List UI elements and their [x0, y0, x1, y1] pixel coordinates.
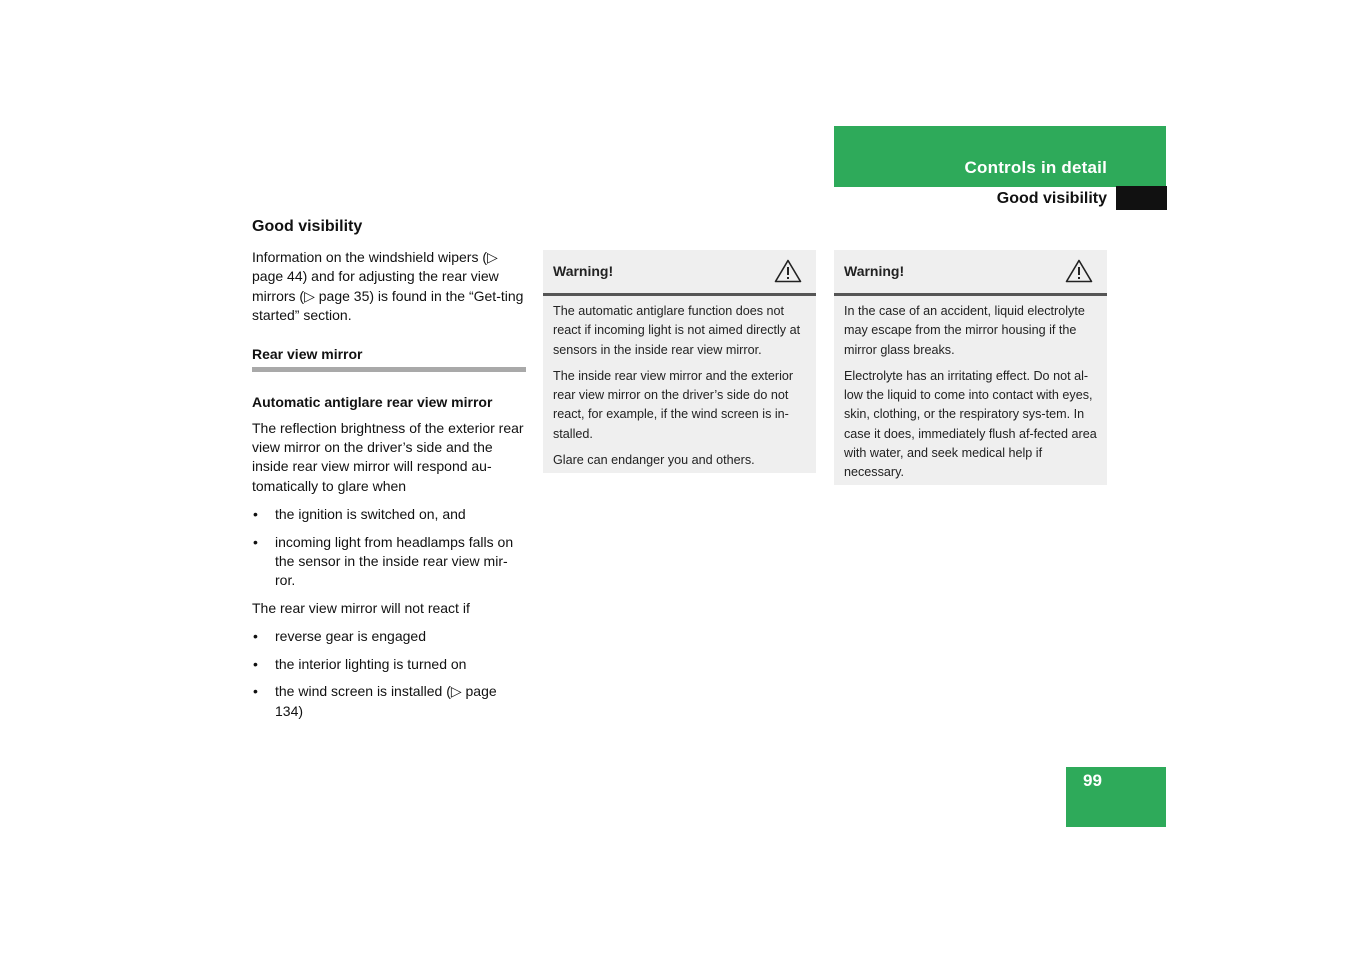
rear-view-mirror-heading: Rear view mirror [252, 345, 363, 362]
warning-paragraph: Electrolyte has an irritating effect. Do not al-low the liquid to come into contact with eyes, skin, clothing, or the respiratory sys-tem. In case it does, immediately flush af-fected area with water, and seek medical help if necessary. [844, 368, 1097, 480]
warning-paragraph: In the case of an accident, liquid electrolyte may escape from the mirror housing if the mirror glass breaks. [844, 304, 1085, 357]
warning-header [543, 250, 816, 296]
list-item: • the wind screen is installed (▷ page 134) [253, 683, 497, 719]
antiglare-heading: Automatic antiglare rear view mirror [252, 393, 493, 410]
warning-body [834, 296, 1107, 496]
warning-title: Warning! [553, 263, 614, 279]
warning-box-antiglare [543, 250, 816, 473]
chapter-title: Controls in detail [964, 158, 1107, 177]
warning-box-electrolyte [834, 250, 1107, 485]
bullet-icon: • [253, 506, 258, 523]
warning-triangle-icon [1065, 259, 1093, 283]
no-react-paragraph: The rear view mirror will not react if [252, 599, 470, 616]
warning-paragraph: The inside rear view mirror and the exterior rear view mirror on the driver’s side do not react, for example, if the wind screen is in-stalled. [553, 368, 794, 441]
section-title: Good visibility [996, 190, 1107, 207]
page-title: Good visibility [252, 218, 363, 235]
bullet-icon: • [253, 683, 258, 700]
warning-paragraph: The automatic antiglare function does not react if incoming light is not aimed directly at sensors in the inside rear view mirror. [553, 304, 801, 357]
bullet-icon: • [253, 628, 258, 645]
glare-conditions-list [252, 505, 526, 591]
page-number: 99 [1083, 771, 1102, 790]
intro-paragraph: Information on the windshield wipers (▷ page 44) and for adjusting the rear view mirrors (▷ page 35) is found in the “Get-ting started” section. [252, 249, 524, 324]
main-text-column [252, 216, 526, 729]
list-item: • the ignition is switched on, and [252, 505, 526, 524]
bullet-icon: • [253, 655, 258, 672]
list-item: • incoming light from headlamps falls on the sensor in the inside rear view mir-ror. [253, 533, 514, 589]
section-marker [1116, 186, 1167, 210]
warning-body [543, 296, 816, 483]
warning-header [834, 250, 1107, 296]
warning-triangle-icon [774, 259, 802, 283]
bullet-icon: • [253, 533, 258, 550]
heading-rule [252, 367, 526, 372]
glare-paragraph: The reflection brightness of the exterior rear view mirror on the driver’s side and the inside rear view mirror will respond au-tomatically to glare when [252, 419, 524, 494]
warning-title: Warning! [844, 263, 905, 279]
list-item: • the interior lighting is turned on [252, 655, 526, 674]
no-react-list [252, 627, 526, 721]
warning-paragraph: Glare can endanger you and others. [553, 453, 755, 468]
list-item: • reverse gear is engaged [252, 627, 526, 646]
